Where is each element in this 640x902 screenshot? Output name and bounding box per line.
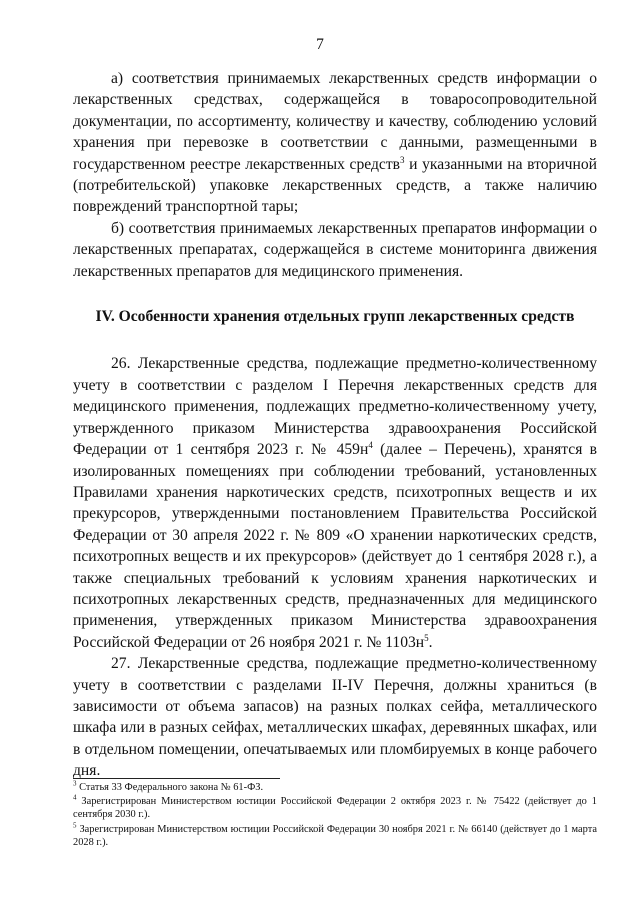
footnote-text: Зарегистрирован Министерством юстиции Российской Федерации 2 октября 2023 г. № 75422 (действует до 1 сентября 2030 г.). (73, 796, 597, 821)
paragraph-a (73, 68, 597, 218)
page-number: 7 (316, 36, 324, 53)
paragraph-b: б) соответствия принимаемых лекарственных препаратов информации о лекарственных препаратах, содержащейся в системе мониторинга движения лекарственных препаратов для медицинского применения. (73, 219, 597, 280)
footnote-5 (73, 823, 597, 849)
footnote-mark: 4 (73, 793, 77, 802)
footnote-divider (73, 778, 280, 779)
paragraph-26-mid: (далее – Перечень), хранятся в изолированных помещениях при соблюдении требований, установленных Правилами хранения наркотических средств, психотропных веществ и их прекурсоров, утвержденными постановлением Правительства Российской Федерации от 30 апреля 2022 г. № 809 «О хранении наркотических средств, психотропных веществ и их прекурсоров» (действует до 1 сентября 2028 г.), а также специальных требований к условиям хранения наркотических и психотропных лекарственных средств, предназначенных для медицинского применения, утвержденных приказом Министерства здравоохранения Российской Федерации от 26 ноября 2021 г. № 1103н (73, 441, 597, 651)
paragraph-26-text: 26. Лекарственные средства, подлежащие предметно-количественному учету в соответствии с разделом I Перечня лекарственных средств для медицинского применения, подлежащих предметно-количественному учету, утвержденного приказом Министерства здравоохранения Российской Федерации от 1 сентября 2023 г. № 459н (73, 355, 597, 459)
footnote-4 (73, 795, 597, 821)
footnotes (73, 781, 597, 850)
footnote-ref-5[interactable]: 5 (424, 632, 429, 643)
document-body (73, 68, 597, 782)
footnote-text: Статья 33 Федерального закона № 61-ФЗ. (76, 782, 264, 793)
footnote-mark: 3 (73, 779, 77, 788)
footnote-mark: 5 (73, 821, 77, 830)
footnote-text: Зарегистрирован Министерством юстиции Российской Федерации 30 ноября 2021 г. № 66140 (действует до 1 марта 2028 г.). (73, 823, 597, 848)
section-heading: IV. Особенности хранения отдельных групп лекарственных средств (95, 308, 575, 326)
paragraph-a-text: а) соответствия принимаемых лекарственных средств информации о лекарственных средствах, содержащейся в товаросопроводительной документации, по ассортименту, количеству и качеству, соблюдению условий хранения при перевозке в соответствии с данными, размещенными в государственном реестре лекарственных средств (73, 70, 597, 173)
paragraph-a-tail: и указанными на вторичной (потребительской) упаковке лекарственных средств, а также наличию повреждений транспортной тары; (73, 155, 598, 216)
paragraph-26 (73, 353, 597, 653)
paragraph-26-end: . (428, 633, 433, 651)
paragraph-27: 27. Лекарственные средства, подлежащие предметно-количественному учету в соответствии с разделами II-IV Перечня, должны храниться (в зависимости от объема запасов) на разных полках сейфа, металлического шкафа или в разных сейфах, металлических шкафах, деревянных шкафах, или в отдельном помещении, опечатываемых или пломбируемых в конце рабочего дня. (73, 655, 597, 780)
footnote-3 (73, 781, 597, 794)
footnote-ref-3[interactable]: 3 (400, 154, 405, 165)
footnote-ref-4[interactable]: 4 (368, 439, 373, 450)
